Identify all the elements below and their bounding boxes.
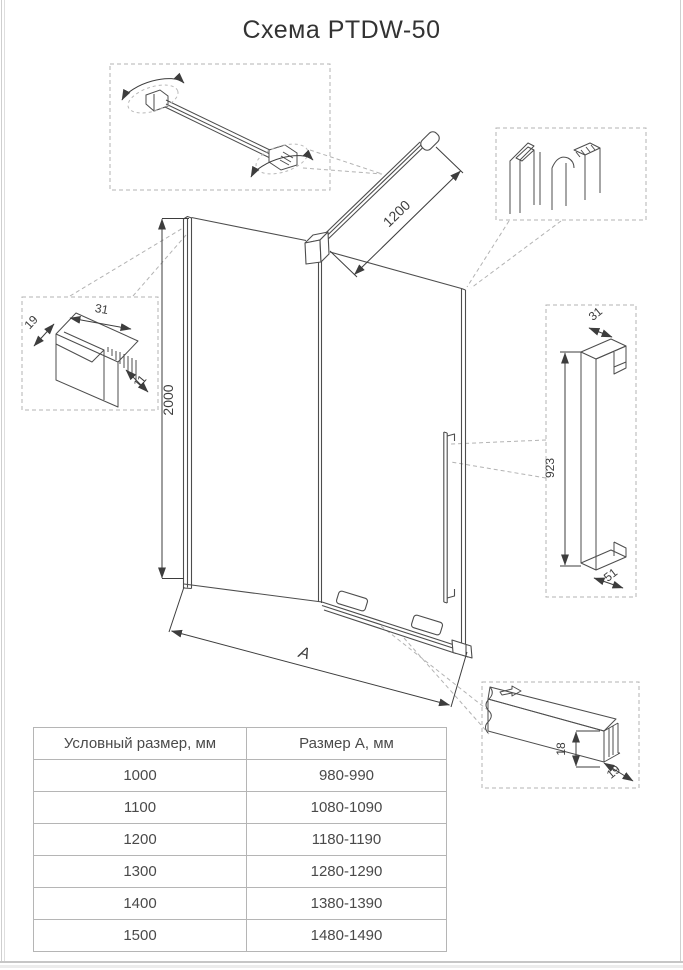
support-bar [320,130,442,243]
bottom-rail [322,602,472,658]
svg-text:19: 19 [21,312,41,332]
bar-bracket [305,232,329,264]
table-row [34,824,447,856]
table-row [34,920,447,952]
cell-size-a: 1180-1190 [247,824,447,856]
table-row [34,888,447,920]
svg-text:31: 31 [93,301,110,318]
cell-size-a: 1080-1090 [247,792,447,824]
cell-nominal: 1500 [34,920,247,952]
dimension-2000 [160,219,189,579]
page-title: Схема PTDW-50 [242,16,441,44]
detail-top-profile [496,128,646,220]
main-drawing [184,130,473,658]
fixed-glass-top-edge [192,218,307,241]
detail-swivel-bar [110,64,330,190]
svg-text:1200: 1200 [379,196,414,230]
cell-size-a: 980-990 [247,760,447,792]
cell-nominal: 1400 [34,888,247,920]
svg-text:18: 18 [554,742,568,756]
rail-clips [336,590,443,635]
page-bottom-shadow [0,965,683,968]
cell-nominal: 1200 [34,824,247,856]
glass-junction-edge [319,260,322,603]
svg-text:19: 19 [603,762,624,782]
door-handle [444,432,455,603]
svg-text:923: 923 [543,457,557,479]
page-right-border [680,0,681,962]
door-right-edge [459,289,468,658]
svg-text:A: A [296,644,312,664]
table-row [34,792,447,824]
table-row [34,856,447,888]
cell-size-a: 1280-1290 [247,856,447,888]
page-left-border-inner [4,0,5,962]
fixed-glass-bottom-edge [184,584,322,602]
table-header-nominal: Условный размер, мм [34,728,247,760]
page-left-border [1,0,2,962]
dimension-a [169,587,467,707]
cell-nominal: 1100 [34,792,247,824]
svg-text:2000: 2000 [160,384,176,416]
page-bottom-border [0,961,683,963]
detail-handle [543,304,636,597]
cell-size-a: 1480-1490 [247,920,447,952]
table-header-size-a: Размер А, мм [247,728,447,760]
cell-size-a: 1380-1390 [247,888,447,920]
detail-bottom-rail [482,682,639,788]
cell-nominal: 1000 [34,760,247,792]
size-table [33,727,447,952]
cell-nominal: 1300 [34,856,247,888]
svg-text:31: 31 [585,304,606,324]
wall-profile-edge [184,217,192,589]
svg-text:11: 11 [130,372,150,391]
table-row [34,760,447,792]
detail-wall-profile [21,297,158,410]
table-header-row [34,728,447,760]
svg-text:51: 51 [600,565,621,585]
